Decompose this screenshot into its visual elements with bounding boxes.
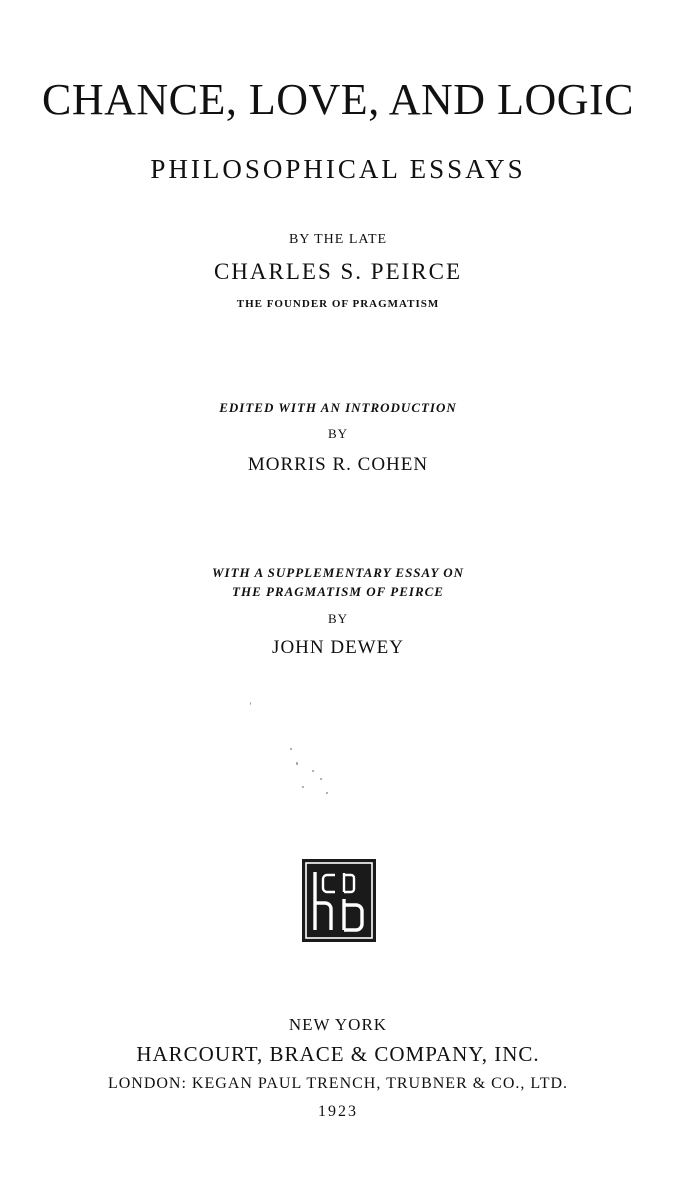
london-publisher: LONDON: KEGAN PAUL TRENCH, TRUBNER & CO., LTD. (107, 1075, 569, 1092)
book-subtitle: PHILOSOPHICAL ESSAYS (150, 154, 526, 184)
publication-city: NEW YORK (288, 1015, 388, 1034)
book-title: CHANCE, LOVE, AND LOGIC (41, 75, 635, 124)
essay-author-name: JOHN DEWEY (272, 637, 404, 658)
supplementary-essay-note-line2: THE PRAGMATISM OF PEIRCE (232, 584, 444, 599)
publisher-monogram-icon (302, 859, 376, 942)
editor-note: EDITED WITH AN INTRODUCTION (219, 400, 457, 415)
paper-speck (302, 786, 304, 788)
by-the-late-label: BY THE LATE (288, 232, 388, 247)
editor-by-label: BY (327, 426, 349, 441)
editor-name: MORRIS R. COHEN (247, 454, 429, 475)
author-description: THE FOUNDER OF PRAGMATISM (236, 298, 440, 310)
paper-speck (250, 702, 251, 705)
essay-by-label: BY (327, 611, 349, 626)
publisher-name: HARCOURT, BRACE & COMPANY, INC. (136, 1042, 540, 1066)
paper-speck (320, 778, 322, 780)
paper-speck (326, 792, 328, 794)
supplementary-essay-note-line1: WITH A SUPPLEMENTARY ESSAY ON (212, 565, 464, 580)
publication-year: 1923 (318, 1103, 358, 1120)
paper-speck (312, 770, 314, 772)
author-name: CHARLES S. PEIRCE (213, 259, 463, 284)
paper-speck (290, 748, 292, 750)
paper-speck (296, 762, 298, 765)
